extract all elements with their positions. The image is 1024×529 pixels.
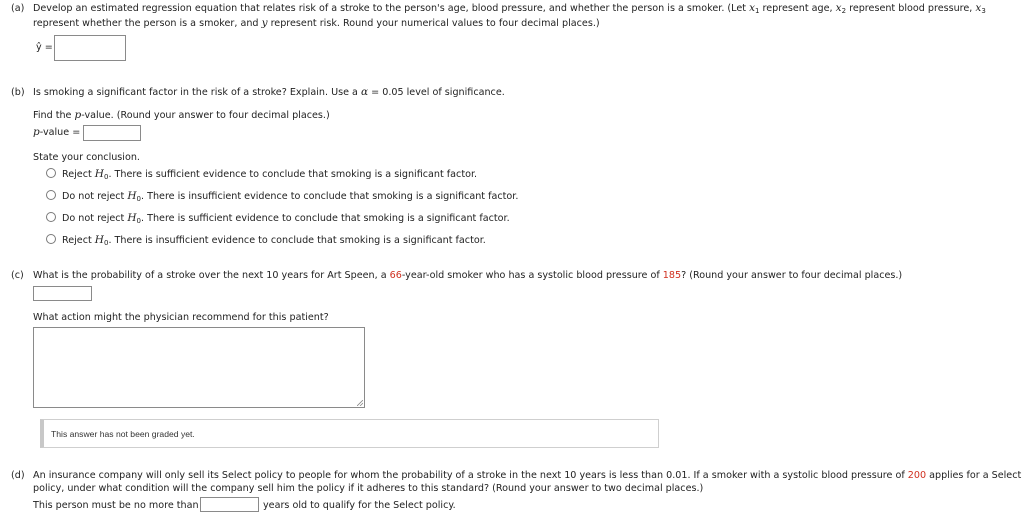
part-a-question-line2: represent whether the person is a smoker, and y represent risk. Round your numerical values to four decimal places.) [33,17,600,29]
part-d-question: (d) An insurance company will only sell its Select policy to people for whom the probability of a stroke in the next 10 years is less than 0.01. If a smoker with a systolic blood pressure of 200 applies for a Select [11,470,1022,481]
conclusion-option-1[interactable]: Reject $H_0$. There is sufficient evidence to conclude that smoking is a significant factor. [46,168,477,184]
action-prompt: What action might the physician recommend for this patient? [33,312,329,323]
part-a-question: (a) Develop an estimated regression equation that relates risk of a stroke to the person's age, blood pressure, and whether the person is a smoker. (Let $x_1$ represent age, $x_2$ represent blood pressure, $x_3$ [11,2,986,15]
regression-equation-input[interactable] [54,35,126,61]
radio-button[interactable] [46,168,56,178]
blood-pressure-value: 185 [662,270,682,281]
conclusion-option-2[interactable]: Do not reject $H_0$. There is insufficient evidence to conclude that smoking is a significant factor. [46,190,518,206]
radio-button[interactable] [46,190,56,200]
yhat-label: ŷ = [36,42,53,53]
conclusion-option-4[interactable]: Reject $H_0$. There is insufficient evidence to conclude that smoking is a significant factor. [46,234,486,250]
part-d-question-line2: policy, under what condition will the company sell him the policy if it adheres to this standard? (Round your answer to two decimal places.) [33,483,704,494]
blood-pressure-value-d: 200 [907,470,927,481]
part-a-label: (a) [11,3,25,14]
age-limit-suffix: years old to qualify for the Select policy. [263,500,456,511]
part-c-question: (c) What is the probability of a stroke over the next 10 years for Art Speen, a 66-year-old smoker who has a systolic blood pressure of 185? (Round your answer to four decimal places.) [11,270,903,281]
grading-status: This answer has not been graded yet. [40,419,659,448]
age-value: 66 [389,270,402,281]
age-limit-prefix: This person must be no more than [33,500,199,511]
action-textarea[interactable] [33,327,365,408]
conclusion-prompt: State your conclusion. [33,152,140,163]
pvalue-label: p-value = [33,126,81,138]
radio-button[interactable] [46,212,56,222]
part-b-label: (b) [11,87,25,98]
resize-grip-icon[interactable] [357,400,363,406]
pvalue-input[interactable] [83,125,141,141]
part-d-label: (d) [11,470,25,481]
part-c-label: (c) [11,270,24,281]
part-b-question: (b) Is smoking a significant factor in the risk of a stroke? Explain. Use a α = 0.05 level of significance. [11,86,505,98]
radio-button[interactable] [46,234,56,244]
age-limit-input[interactable] [200,497,259,512]
conclusion-option-3[interactable]: Do not reject $H_0$. There is sufficient evidence to conclude that smoking is a significant factor. [46,212,510,228]
probability-input[interactable] [33,286,92,301]
pvalue-instruction: Find the p-value. (Round your answer to four decimal places.) [33,109,330,121]
